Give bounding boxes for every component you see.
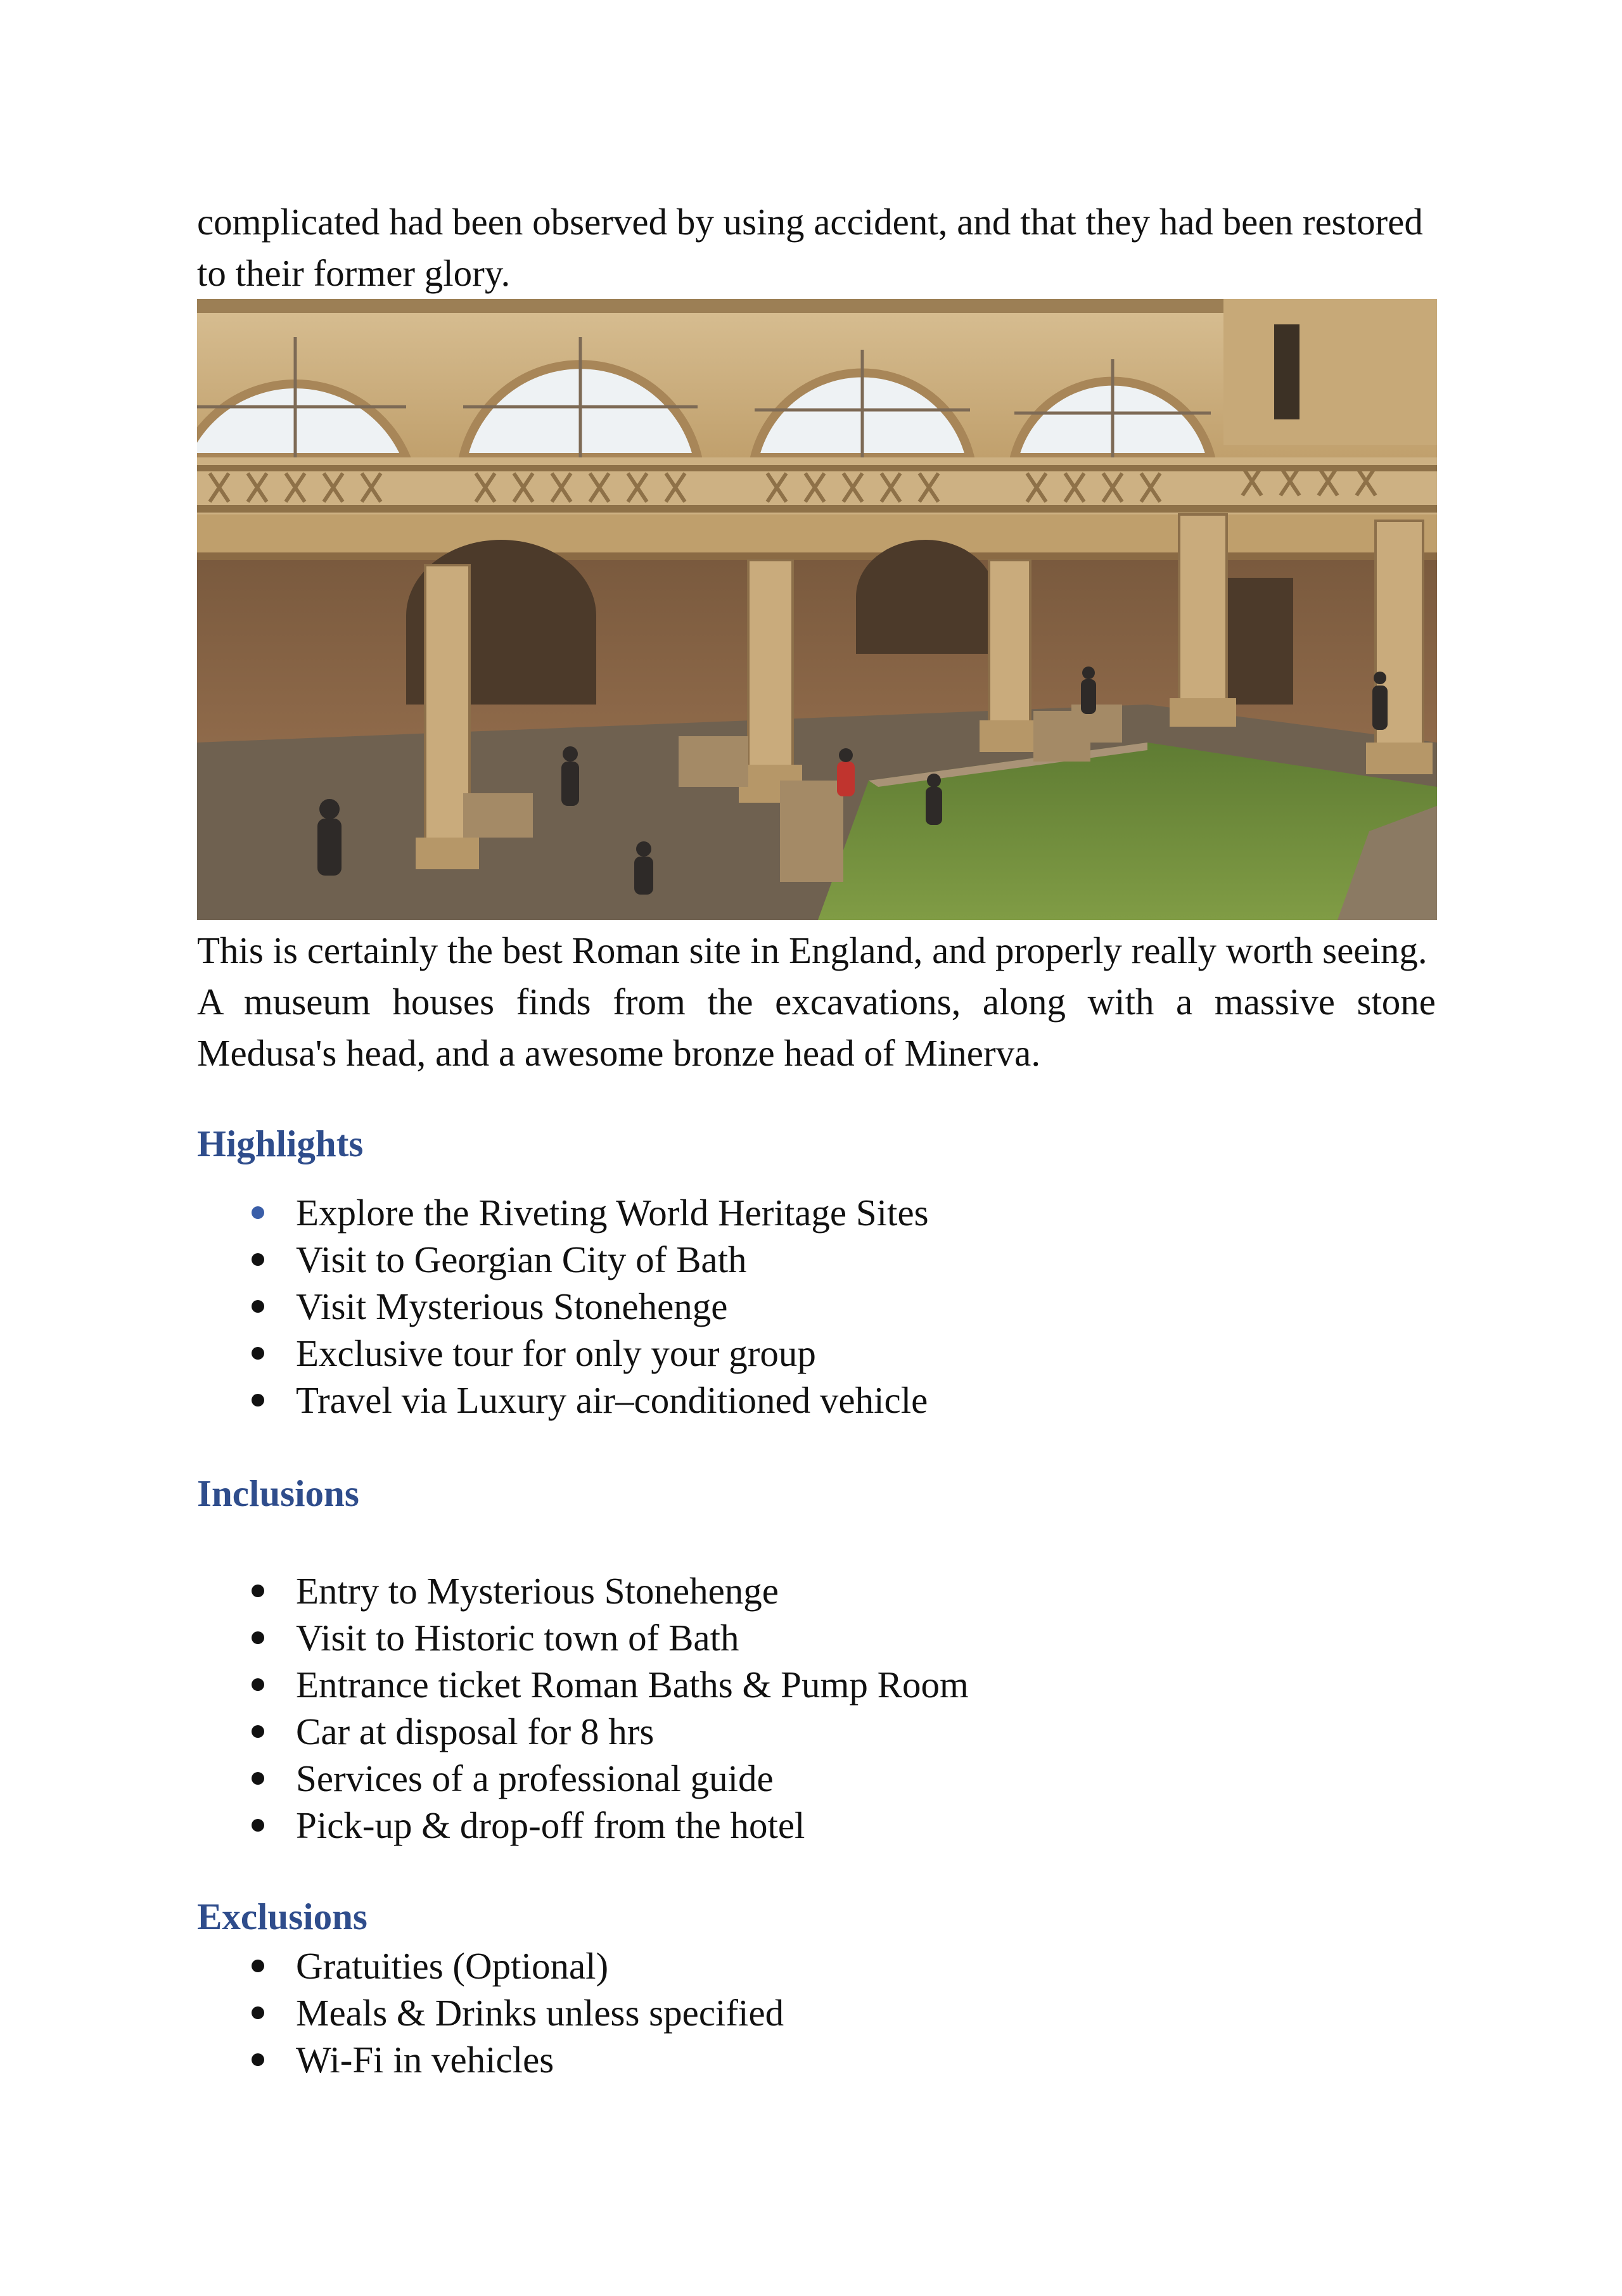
list-item — [197, 1236, 1401, 1283]
list-item-text: Visit to Historic town of Bath — [296, 1617, 739, 1659]
list-item-text: Explore the Riveting World Heritage Sites — [296, 1192, 929, 1234]
list-item — [197, 1567, 1401, 1614]
description-line-1: This is certainly the best Roman site in England, and properly really worth seeing. — [197, 929, 1427, 971]
exclusions-heading: Exclusions — [197, 1896, 367, 1937]
list-item — [197, 1189, 1401, 1236]
bullet-icon — [252, 1206, 264, 1219]
list-item — [197, 1283, 1401, 1330]
bullet-icon — [252, 1819, 264, 1832]
list-item-text: Exclusive tour for only your group — [296, 1332, 816, 1374]
list-item-text: Services of a professional guide — [296, 1757, 774, 1799]
intro-line-2: to their former glory. — [197, 252, 511, 294]
list-item — [197, 1330, 1401, 1377]
list-item-text: Travel via Luxury air–conditioned vehicle — [296, 1379, 928, 1421]
inclusions-list — [197, 1567, 1401, 1849]
list-item — [197, 1942, 1401, 1989]
bullet-icon — [252, 2053, 264, 2066]
list-item-text: Wi-Fi in vehicles — [296, 2039, 554, 2081]
list-item-text: Entrance ticket Roman Baths & Pump Room — [296, 1664, 969, 1706]
intro-line-1: complicated had been observed by using accident, and that they had been restored — [197, 201, 1423, 243]
bullet-icon — [252, 1678, 264, 1691]
exclusions-list — [197, 1942, 1401, 2083]
list-item — [197, 1614, 1401, 1661]
list-item-text: Meals & Drinks unless specified — [296, 1992, 784, 2034]
bullet-icon — [252, 2006, 264, 2019]
list-item — [197, 1708, 1401, 1755]
highlights-list — [197, 1189, 1401, 1424]
list-item — [197, 1377, 1401, 1424]
list-item — [197, 1755, 1401, 1802]
list-item-text: Entry to Mysterious Stonehenge — [296, 1570, 779, 1612]
list-item — [197, 1661, 1401, 1708]
list-item-text: Visit to Georgian City of Bath — [296, 1239, 747, 1280]
bullet-icon — [252, 1631, 264, 1644]
bullet-icon — [252, 1300, 264, 1313]
bullet-icon — [252, 1725, 264, 1738]
list-item-text: Visit Mysterious Stonehenge — [296, 1285, 728, 1327]
bullet-icon — [252, 1347, 264, 1360]
roman-baths-photo — [197, 299, 1437, 920]
bullet-icon — [252, 1253, 264, 1266]
list-item-text: Pick-up & drop-off from the hotel — [296, 1804, 805, 1846]
bullet-icon — [252, 1772, 264, 1785]
list-item — [197, 1802, 1401, 1849]
list-item — [197, 1989, 1401, 2036]
bullet-icon — [252, 1394, 264, 1406]
highlights-heading: Highlights — [197, 1123, 364, 1164]
list-item — [197, 2036, 1401, 2083]
description-line-2-text: A museum houses finds from the excavations, along with a massive stone — [197, 981, 1436, 1023]
description-line-2 — [197, 976, 1436, 1028]
list-item-text: Car at disposal for 8 hrs — [296, 1711, 655, 1752]
bullet-icon — [252, 1960, 264, 1972]
bullet-icon — [252, 1585, 264, 1597]
description-line-3: Medusa's head, and a awesome bronze head of Minerva. — [197, 1032, 1041, 1074]
inclusions-heading: Inclusions — [197, 1472, 359, 1514]
list-item-text: Gratuities (Optional) — [296, 1945, 609, 1987]
